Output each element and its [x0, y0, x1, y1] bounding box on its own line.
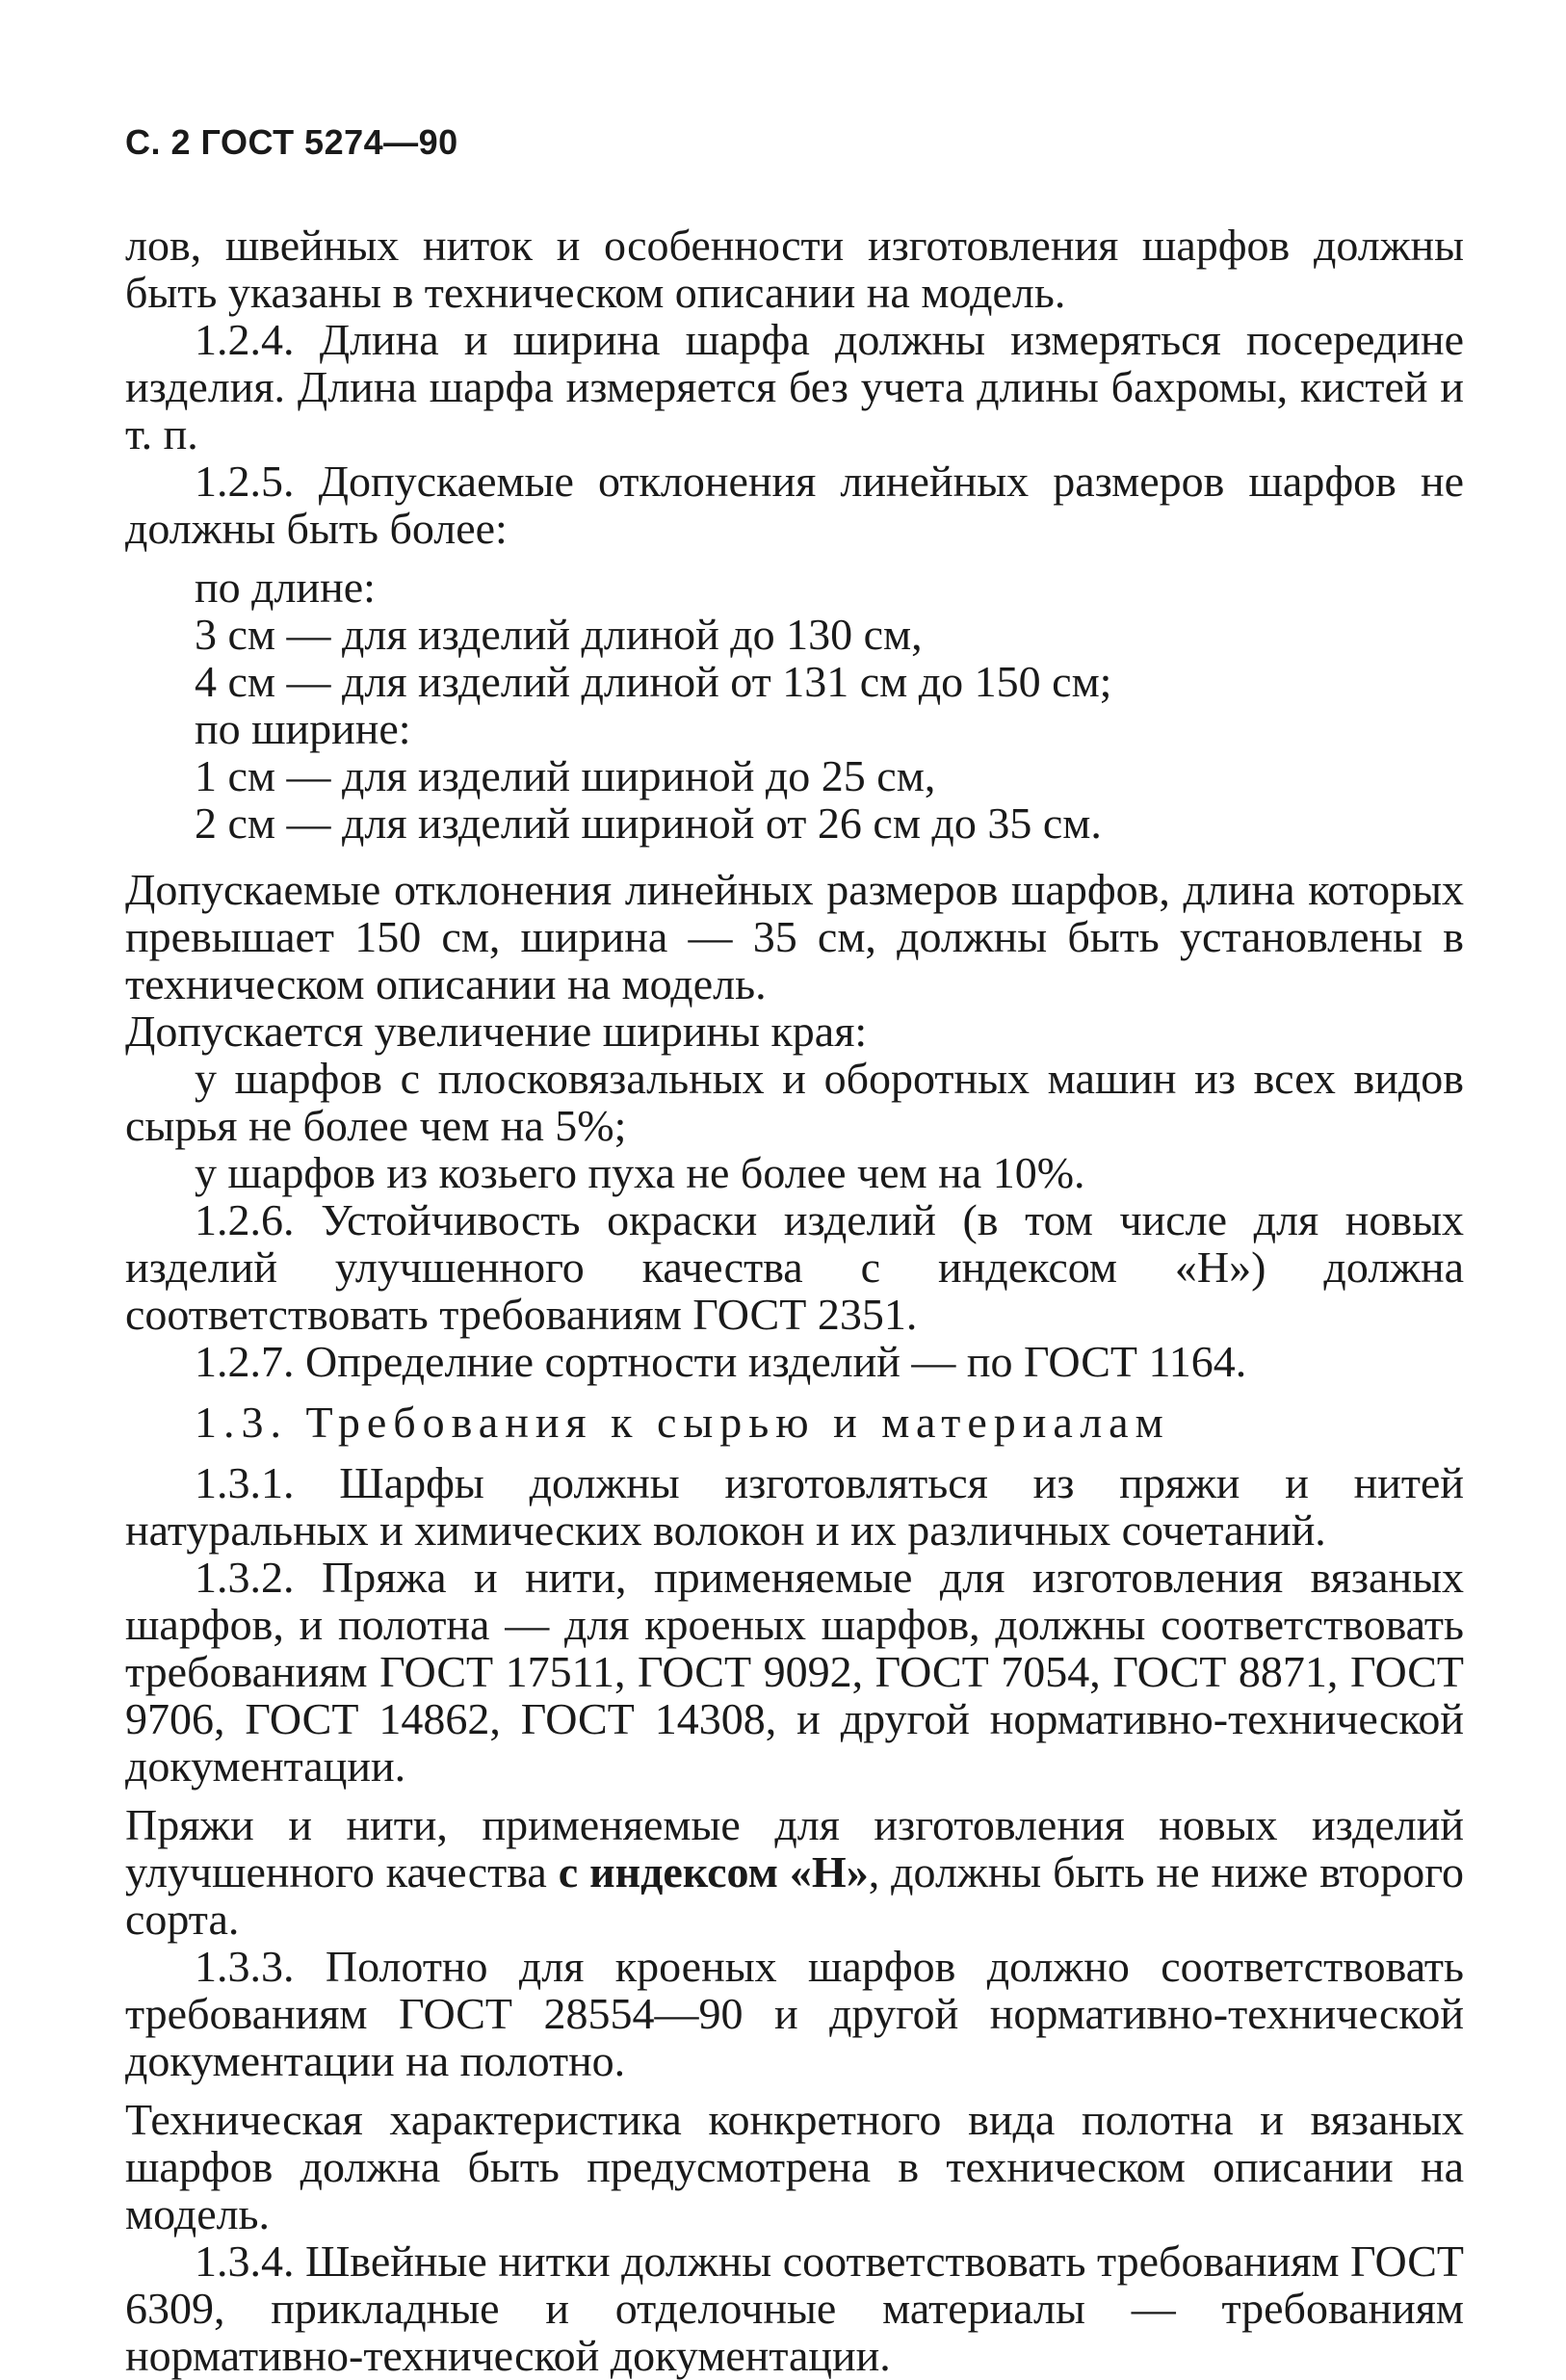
- paragraph-yarn-grade: [125, 1801, 1464, 1943]
- text-run: Пряжи и нити, применяемые для изготовления новых изделий улучшенного качества: [125, 1800, 1464, 1896]
- paragraph-1-2-4: 1.2.4. Длина и ширина шарфа должны измеряться посередине изделия. Длина шарфа измеряется без учета длины бахромы, кистей и т. п.: [125, 315, 1464, 458]
- list-item: 1 см — для изделий шириной до 25 см,: [195, 751, 936, 800]
- paragraph-edge-goat-down: у шарфов из козьего пуха не более чем на 10%.: [195, 1148, 1085, 1197]
- deviation-list: [125, 563, 1464, 847]
- paragraph-1-2-7: 1.2.7. Определние сортности изделий — по ГОСТ 1164.: [195, 1337, 1247, 1386]
- section-title-1-3: 1.3. Требования к сырью и материалам: [195, 1398, 1170, 1447]
- paragraph-1-2-6: 1.2.6. Устойчивость окраски изделий (в том числе для новых изделий улучшенного качества с индексом «Н») должна соответствовать требованиям ГОСТ 2351.: [125, 1195, 1464, 1339]
- paragraph-1-2-5: 1.2.5. Допускаемые отклонения линейных размеров шарфов не должны быть более:: [125, 457, 1464, 553]
- page-header: С. 2 ГОСТ 5274—90: [125, 122, 458, 162]
- list-item: по ширине:: [195, 704, 411, 753]
- list-item: 2 см — для изделий шириной от 26 см до 35 см.: [195, 798, 1102, 848]
- paragraph-1-3-1: 1.3.1. Шарфы должны изготовляться из пряжи и нитей натуральных и химических волокон и их различных сочетаний.: [125, 1458, 1464, 1555]
- paragraph-fabric-spec: Техническая характеристика конкретного вида полотна и вязаных шарфов должна быть предусмотрена в техническом описании на модель.: [125, 2095, 1464, 2238]
- paragraph-edge-flat-knit: у шарфов с плосковязальных и оборотных машин из всех видов сырья не более чем на 5%;: [125, 1054, 1464, 1150]
- paragraph-1-3-2: 1.3.2. Пряжа и нити, применяемые для изготовления вязаных шарфов, и полотна — для кроеных шарфов, должны соответствовать требованиям ГОСТ 17511, ГОСТ 9092, ГОСТ 7054, ГОСТ 8871, ГОСТ 9706, ГОСТ 14862, ГОСТ 14308, и другой нормативно-технической документации.: [125, 1553, 1464, 1791]
- document-page: [125, 123, 1464, 2379]
- paragraph-deviations-large: Допускаемые отклонения линейных размеров шарфов, длина которых превышает 150 см, ширина — 35 см, должны быть установлены в техническом описании на модель.: [125, 865, 1464, 1008]
- list-item: по длине:: [195, 562, 376, 612]
- paragraph-edge-width: Допускается увеличение ширины края:: [125, 1007, 868, 1056]
- list-item: 4 см — для изделий длиной от 131 см до 150 см;: [195, 657, 1112, 706]
- list-item: 3 см — для изделий длиной до 130 см,: [195, 610, 923, 659]
- paragraph-continuation: лов, швейных ниток и особенности изготовления шарфов должны быть указаны в техническом описании на модель.: [125, 221, 1464, 317]
- index-h-emphasis: с индексом «Н»: [558, 1847, 869, 1896]
- text-run: , должны быть не ниже второго сорта.: [125, 1847, 1465, 1944]
- paragraph-1-3-4: 1.3.4. Швейные нитки должны соответствовать требованиям ГОСТ 6309, прикладные и отделочные материалы — требованиям нормативно-технической документации.: [125, 2236, 1465, 2380]
- paragraph-1-3-3: 1.3.3. Полотно для кроеных шарфов должно соответствовать требованиям ГОСТ 28554—90 и другой нормативно-технической документации на полотно.: [125, 1942, 1464, 2085]
